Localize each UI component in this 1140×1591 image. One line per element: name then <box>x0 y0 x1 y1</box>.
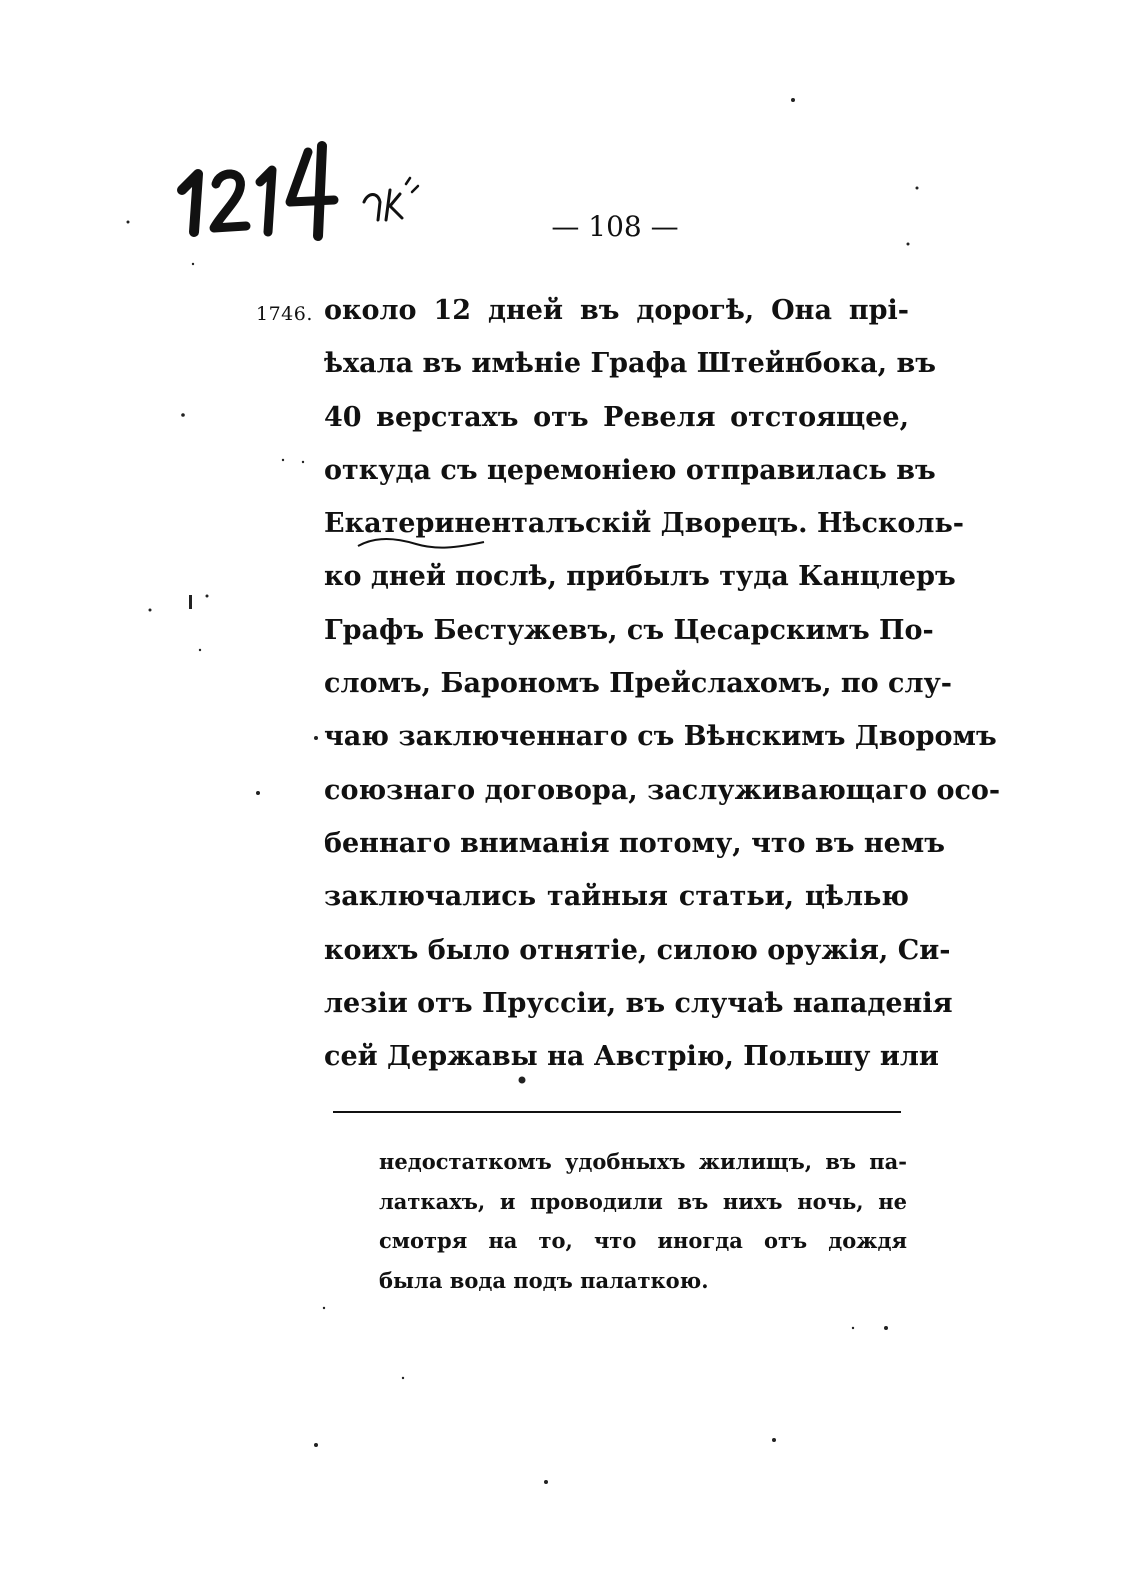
text-line: 40 верстахъ отъ Ревеля отстоящее, <box>324 401 909 433</box>
text-line: Екатериненталъскій Дворецъ. Нѣсколь- <box>324 508 964 540</box>
text-line: ѣхала въ имѣніе Графа Штейнбока, въ <box>324 348 936 380</box>
text-line: союзнаго договора, заслуживающаго осо- <box>324 774 1001 806</box>
margin-year-note: 1746. <box>256 303 313 325</box>
text-line: сломъ, Барономъ Прейслахомъ, по слу- <box>324 668 953 700</box>
text-line: чаю заключеннаго съ Вѣнскимъ Дворомъ <box>324 721 997 753</box>
text-line: Графъ Бестужевъ, съ Цесарскимъ По- <box>324 614 934 646</box>
text-line: беннаго вниманія потому, что въ немъ <box>324 827 945 859</box>
text-line: коихъ было отнятіе, силою оружія, Си- <box>324 934 951 966</box>
footnote-separator <box>333 1111 901 1113</box>
text-line: ко дней послѣ, прибылъ туда Канцлеръ <box>324 561 956 593</box>
ink-underline-mark <box>356 534 486 554</box>
footnote-line: латкахъ, и проводили въ нихъ ночь, не <box>379 1188 907 1214</box>
text-line: лезіи отъ Пруссіи, въ случаѣ нападенія <box>324 987 953 1019</box>
page-number: — 108 — <box>551 210 679 243</box>
text-line: заключались тайныя статьи, цѣлью <box>324 881 909 913</box>
text-line: откуда съ церемоніею отправилась въ <box>324 454 936 486</box>
footnote-line: была вода подъ палаткою. <box>379 1267 709 1293</box>
handwritten-annotation <box>168 132 458 242</box>
body-text <box>324 284 1001 1083</box>
footnote-line: недостаткомъ удобныхъ жилищъ, въ па- <box>379 1149 907 1174</box>
footnote-line: смотря на то, что иногда отъ дождя <box>379 1228 907 1253</box>
text-line: около 12 дней въ дорогѣ, Она прі- <box>324 295 909 326</box>
footnote <box>379 1142 907 1300</box>
text-line: сей Державы на Австрію, Польшу или <box>324 1041 939 1073</box>
